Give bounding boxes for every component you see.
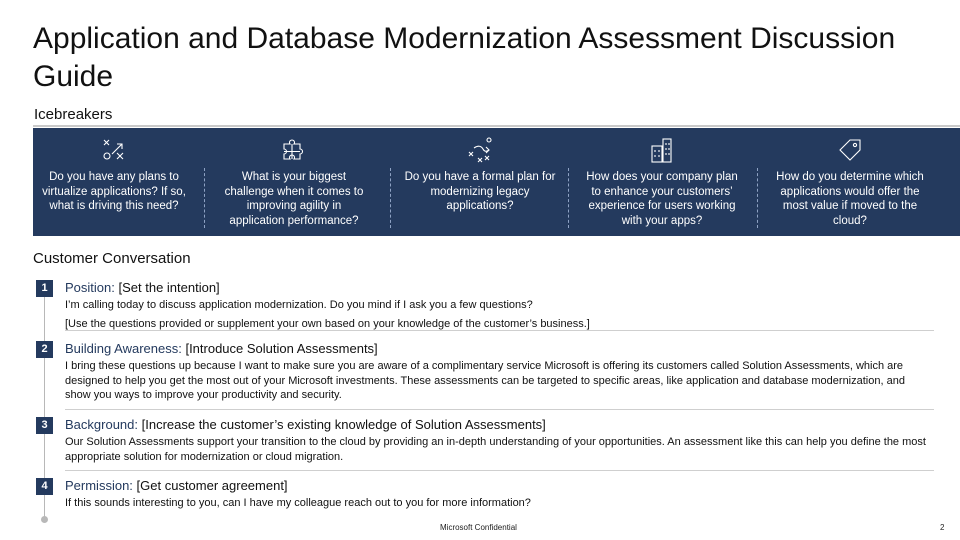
step-keyword: Background: (65, 417, 138, 432)
footer-confidential: Microsoft Confidential (440, 523, 517, 532)
buildings-icon (648, 136, 676, 164)
section-divider (33, 125, 960, 127)
step-number: 4 (36, 478, 53, 495)
step-heading-text: [Increase the customer’s existing knowledge of Solution Assessments] (138, 417, 546, 432)
icebreaker-separator (568, 168, 569, 228)
icebreaker-question: How do you determine which applications would offer the most value if moved to the cloud? (776, 171, 924, 227)
step-heading (65, 341, 378, 357)
icebreaker-card (579, 128, 745, 236)
timeline-end-dot (41, 516, 48, 523)
step-heading-text: [Set the intention] (114, 280, 220, 295)
icebreaker-card (214, 128, 374, 236)
step-heading-text: [Introduce Solution Assessments] (181, 341, 378, 356)
step-divider (65, 409, 934, 410)
step-body-note: [Use the questions provided or supplement your own based on your knowledge of the customer’s business.] (65, 317, 590, 330)
conversation-step (36, 280, 940, 332)
icebreaker-question: How does your company plan to enhance your customers’ experience for users working with your apps? (586, 171, 738, 227)
puzzle-icon (280, 136, 308, 164)
step-divider (65, 330, 934, 331)
icebreaker-card (400, 128, 560, 236)
step-number: 3 (36, 417, 53, 434)
icebreaker-question: Do you have any plans to virtualize applications? If so, what is driving this need? (42, 171, 186, 212)
strategy-play-icon (466, 136, 494, 164)
step-body: Our Solution Assessments support your transition to the cloud by providing an in-depth understanding of your opportunities. An assessment like this can help you define the most appropriate solution for modernization or cloud migration. (65, 436, 926, 463)
step-keyword: Building Awareness: (65, 341, 182, 356)
step-keyword: Permission: (65, 478, 133, 493)
step-divider (65, 470, 934, 471)
page-title: Application and Database Modernization Assessment Discussion Guide (33, 22, 896, 93)
page-number: 2 (940, 523, 945, 532)
icebreaker-card (770, 128, 930, 236)
icebreaker-question: What is your biggest challenge when it comes to improving agility in application performance? (224, 171, 364, 227)
step-number: 1 (36, 280, 53, 297)
customer-conversation-label: Customer Conversation (33, 250, 197, 267)
price-tag-icon (836, 136, 864, 164)
step-body: If this sounds interesting to you, can I have my colleague reach out to you for more information? (65, 497, 531, 509)
icebreakers-label: Icebreakers (34, 106, 113, 123)
icebreakers-band (33, 128, 960, 236)
step-number: 2 (36, 341, 53, 358)
icebreaker-question: Do you have a formal plan for modernizing legacy applications? (404, 171, 556, 212)
step-keyword: Position: (65, 280, 115, 295)
step-body (65, 298, 930, 331)
icebreaker-separator (204, 168, 205, 228)
step-body: I bring these questions up because I want to make sure you are aware of a complimentary service Microsoft is offering its customers called Solution Assessments, which are designed to help you get the most out of your Microsoft investments. These assessments can be targeted to specific areas, like application and database modernization, and show you ways to improve your productivity and security. (65, 360, 905, 401)
icebreaker-separator (390, 168, 391, 228)
scatter-arrows-icon (100, 136, 128, 164)
step-heading-text: [Get customer agreement] (132, 478, 288, 493)
step-body-line: I’m calling today to discuss application modernization. Do you mind if I ask you a few questions? (65, 299, 533, 311)
icebreaker-card (33, 128, 195, 236)
step-heading (65, 478, 288, 494)
step-heading (65, 417, 546, 433)
icebreaker-separator (757, 168, 758, 228)
conversation-step (36, 478, 940, 514)
conversation-step (36, 341, 940, 411)
step-heading (65, 280, 220, 296)
conversation-step (36, 417, 940, 471)
